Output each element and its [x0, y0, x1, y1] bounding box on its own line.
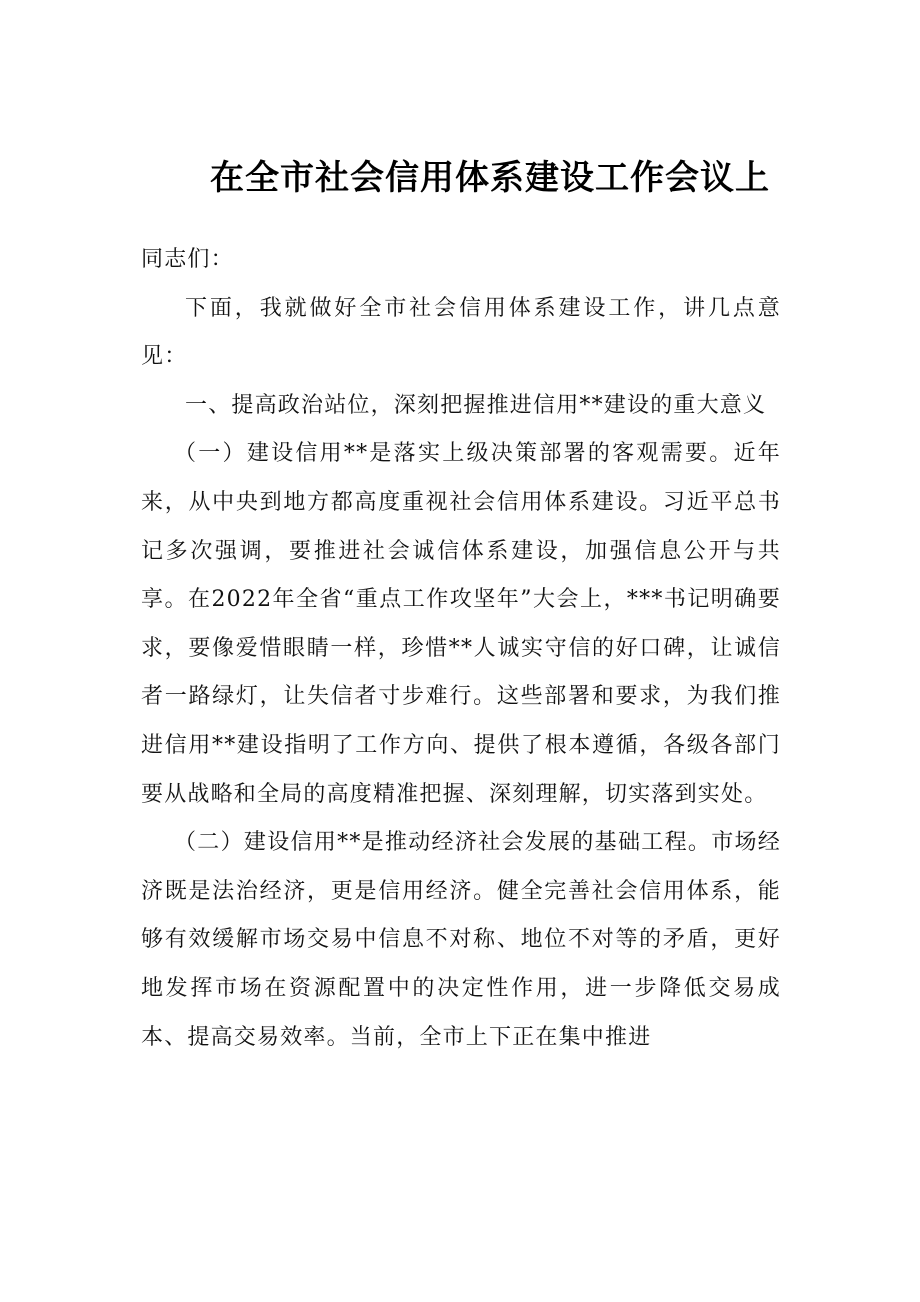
- section-heading-1: 一、提高政治站位，深刻把握推进信用**建设的重大意义: [185, 392, 767, 418]
- subsection-paragraph-1: （一）建设信用**是落实上级决策部署的客观需要。近年来，从中央到地方都高度重视社会信用体系建设。习近平总书记多次强调，要推进社会诚信体系建设，加强信息公开与共享。在2022年全省“重点工作攻坚年”大会上，***书记明确要求，要像爱惜眼睛一样，珍惜**人诚实守信的好口碑，让诚信者一路绿灯，让失信者寸步难行。这些部署和要求，为我们推进信用**建设指明了工作方向、提供了根本遵循，各级各部门要从战略和全局的高度精准把握、深刻理解，切实落到实处。: [141, 441, 781, 807]
- salutation-paragraph: 同志们：: [141, 247, 234, 272]
- subsection-paragraph-2: （二）建设信用**是推动经济社会发展的基础工程。市场经济既是法治经济，更是信用经济。健全完善社会信用体系，能够有效缓解市场交易中信息不对称、地位不对等的矛盾，更好地发挥市场在资源配置中的决定性作用，进一步降低交易成本、提高交易效率。当前，全市上下正在集中推进: [141, 830, 781, 1050]
- intro-paragraph: 下面，我就做好全市社会信用体系建设工作，讲几点意见：: [141, 295, 781, 370]
- document-body: [141, 236, 781, 1062]
- document-title: 在全市社会信用体系建设工作会议上: [210, 158, 770, 198]
